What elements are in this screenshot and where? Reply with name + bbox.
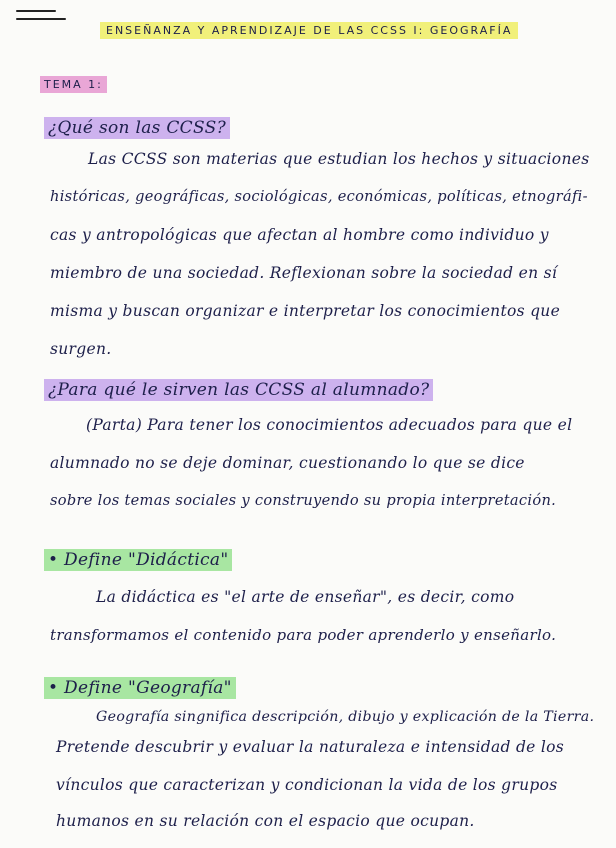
paragraph-line: históricas, geográficas, sociológicas, económicas, políticas, etnográfi- [50, 188, 588, 205]
paragraph-line: miembro de una sociedad. Reflexionan sobre la sociedad en sí [50, 264, 558, 282]
paragraph-line: sobre los temas sociales y construyendo su propia interpretación. [50, 492, 557, 509]
paragraph-line: (Parta) Para tener los conocimientos adecuados para que el [86, 416, 573, 434]
paragraph-line: transformamos el contenido para poder aprenderlo y enseñarlo. [50, 626, 557, 644]
paragraph-line: Pretende descubrir y evaluar la naturaleza e intensidad de los [56, 738, 565, 756]
paragraph-line: Geografía singnifica descripción, dibujo y explicación de la Tierra. [96, 709, 595, 725]
section-heading-para-que: ¿Para qué le sirven las CCSS al alumnado? [44, 382, 433, 399]
topic-label: TEMA 1: [40, 76, 107, 93]
paragraph-line: misma y buscan organizar e interpretar los conocimientos que [50, 302, 561, 320]
page-header-title: ENSEÑANZA Y APRENDIZAJE DE LAS CCSS I: GEOGRAFÍA [100, 22, 518, 39]
section-heading-geografia: • Define "Geografía" [44, 680, 236, 697]
pen-strokes-decoration [16, 8, 66, 30]
section-heading-que-son: ¿Qué son las CCSS? [44, 120, 230, 137]
paragraph-line: alumnado no se deje dominar, cuestionando lo que se dice [50, 454, 525, 472]
paragraph-line: La didáctica es "el arte de enseñar", es decir, como [96, 588, 515, 606]
paragraph-line: Las CCSS son materias que estudian los hechos y situaciones [88, 150, 590, 168]
paragraph-line: humanos en su relación con el espacio que ocupan. [56, 812, 475, 830]
paragraph-line: cas y antropológicas que afectan al hombre como individuo y [50, 226, 549, 244]
section-heading-didactica: • Define "Didáctica" [44, 552, 232, 569]
paragraph-line: vínculos que caracterizan y condicionan la vida de los grupos [56, 776, 558, 794]
paragraph-line: surgen. [50, 340, 112, 358]
